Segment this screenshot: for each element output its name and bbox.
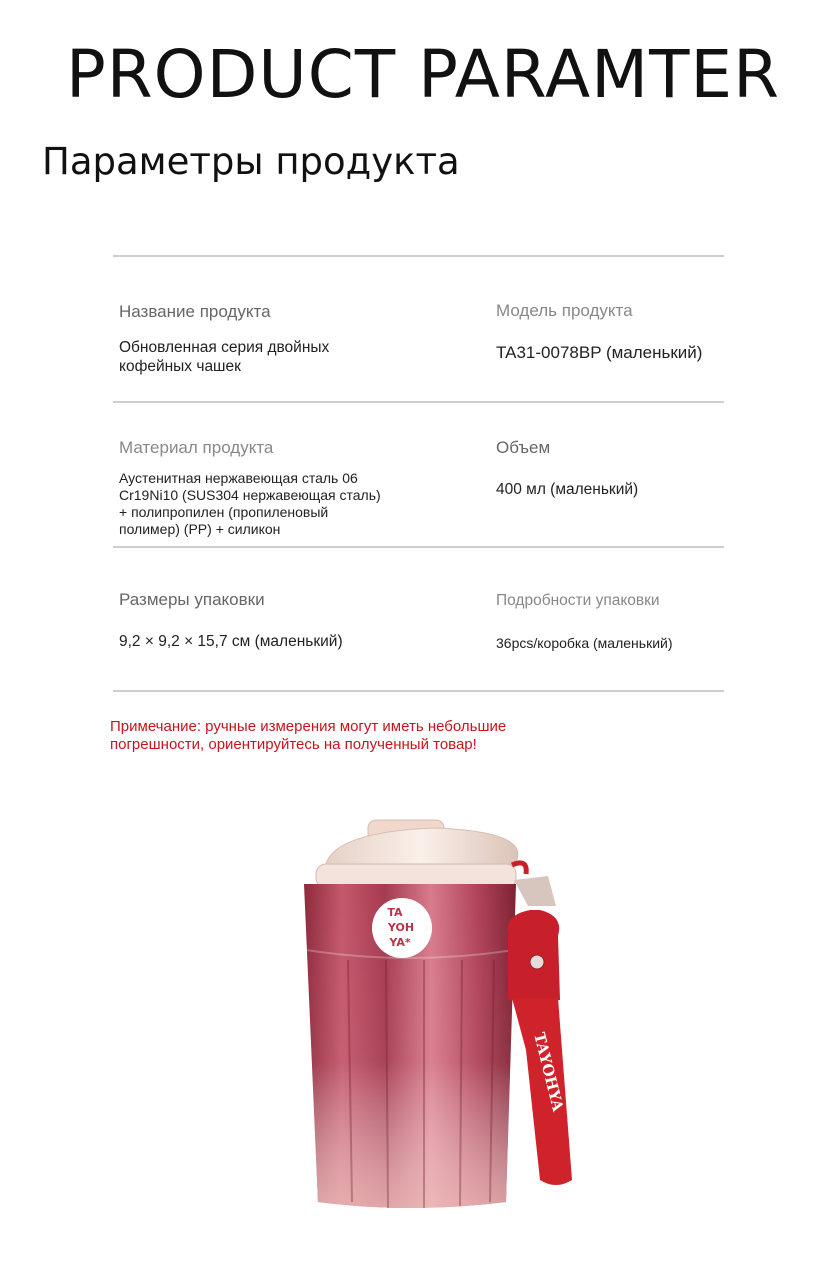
- product-name-value: [119, 339, 329, 376]
- divider-bottom: [113, 690, 724, 692]
- product-model-label: Модель продукта: [496, 301, 633, 320]
- product-material-label: Материал продукта: [119, 438, 274, 457]
- page-title-ru: Параметры продукта: [42, 140, 460, 183]
- package-details-value: 36pcs/коробка (маленький): [496, 635, 673, 651]
- material-line: Аустенитная нержавеющая сталь 06: [119, 470, 358, 486]
- divider-row1: [113, 401, 724, 403]
- coffee-cup-illustration: [290, 810, 590, 1230]
- product-image: [290, 810, 590, 1230]
- product-model-value: TA31-0078BP (маленький): [496, 343, 703, 362]
- material-line: Cr19Ni10 (SUS304 нержавеющая сталь): [119, 487, 381, 504]
- page-title-en: PRODUCT PARAMTER: [66, 36, 780, 113]
- package-size-value: 9,2 × 9,2 × 15,7 см (маленький): [119, 633, 343, 650]
- logo-text: YA*: [389, 936, 411, 949]
- volume-label: Объем: [496, 438, 551, 457]
- logo-text: YOH: [387, 921, 415, 934]
- lid-dome: [325, 828, 518, 868]
- product-name-line: кофейных чашек: [119, 357, 241, 375]
- material-line: полимер) (PP) + силикон: [119, 521, 281, 538]
- note-line: погрешности, ориентируйтесь на полученный товар!: [110, 736, 477, 753]
- product-name-line: Обновленная серия двойных: [119, 339, 330, 356]
- product-name-label: Название продукта: [119, 302, 271, 321]
- strap-tab: [507, 910, 560, 1000]
- measurement-note: [110, 718, 580, 754]
- strap-button-icon: [530, 955, 544, 969]
- product-material-value: [119, 470, 381, 538]
- strap-text: TAYOHYA: [530, 1030, 568, 1114]
- package-details-label: Подробности упаковки: [496, 592, 660, 609]
- material-line: + полипропилен (пропиленовый: [119, 504, 329, 521]
- logo-text: TA: [387, 906, 403, 919]
- divider-top: [113, 255, 724, 257]
- divider-row2: [113, 546, 724, 548]
- note-line: Примечание: ручные измерения могут иметь небольшие: [110, 718, 507, 735]
- strap-clip: [514, 876, 556, 906]
- package-size-label: Размеры упаковки: [119, 590, 265, 609]
- volume-value: 400 мл (маленький): [496, 481, 639, 498]
